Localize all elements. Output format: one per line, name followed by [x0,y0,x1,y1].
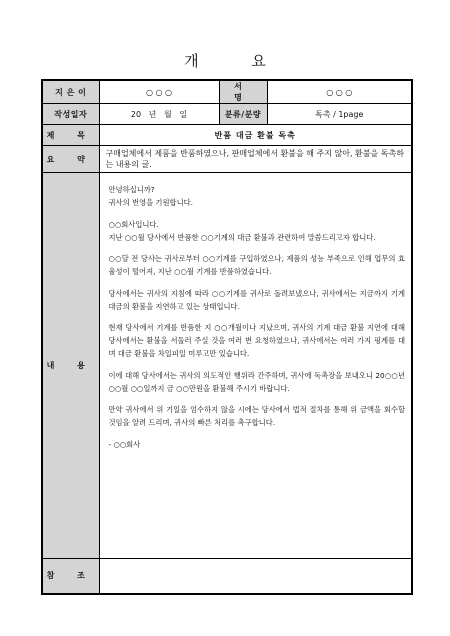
content-label: 내 용 [42,173,99,559]
letter-paragraph: 당사에서는 귀사의 지침에 따라 ○○기계를 귀사로 돌려보냈으나, 귀사에서는 지금까지 기계 대금의 환불을 지연하고 있는 상태입니다. [108,288,405,311]
row-content [42,173,412,559]
sender-value: ○ ○ ○ [99,80,219,104]
category-label: 분류/분량 [219,104,267,125]
subject-value: 반품 대금 환불 독촉 [99,125,412,146]
summary-label: 요 약 [42,146,99,173]
row-date [42,104,412,125]
category-value: 독촉 / 1page [267,104,412,125]
subject-label: 제 목 [42,125,99,146]
reference-label: 참 조 [42,559,99,594]
letter-paragraph: 현재 당사에서 기계를 반품한 지 ○○개월이나 지났으며, 귀사의 기계 대금 환불 지연에 대해 당사에서는 환불을 서둘러 주실 것을 여러 번 요청하였으나, 귀사에서는 여러 가지 핑계를 대며 대금 환불을 차일피일 미루고만 있습니다. [108,323,405,358]
sign-value: ○ ○ ○ [267,80,412,104]
letter-intro: ○○회사입니다. 지난 ○○월 당사에서 반품한 ○○기계의 대금 환불과 관련하여 말씀드리고자 합니다. [108,219,376,242]
document-title: 개 요 [184,52,290,70]
letter-greeting: 안녕하십니까? 귀사의 번영을 기원합니다. [108,185,193,207]
row-subject [42,125,412,146]
reference-value [99,559,412,594]
row-author [42,80,412,104]
overview-form [41,79,413,595]
letter-body [99,173,412,559]
letter-paragraph: 이에 대해 당사에서는 귀사의 의도적인 행위라 간주하며, 귀사에 독촉장을 보내오니 20○○년 ○○월 ○○일까지 금 ○○만원을 환불해 주시기 바랍니다. [108,370,405,393]
letter-paragraph: 만약 귀사에서 위 기일을 엄수하지 않을 시에는 당사에서 법적 절차를 통해 위 금액을 회수할 것임을 알려 드리며, 귀사의 빠른 처리를 촉구합니다. [108,405,405,427]
letter-signoff: - ○○회사 [108,439,141,449]
date-value: 20 년 월 일 [99,104,219,125]
row-summary [42,146,412,173]
sender-label: 지 은 이 [42,80,99,104]
letter-paragraph: ○○달 전 당사는 귀사로부터 ○○기계를 구입하였으나, 제품의 성능 부족으로 인해 업무의 효율성이 떨어져, 지난 ○○월 기계를 반품하였습니다. [108,254,405,276]
row-reference [42,559,412,594]
sign-label: 서 명 [219,80,267,104]
date-label: 작성일자 [42,104,99,125]
summary-value: 구매업체에서 제품을 반품하였으나, 판매업체에서 환불을 해 주지 않아, 환불을 독촉하는 내용의 글. [99,146,412,173]
